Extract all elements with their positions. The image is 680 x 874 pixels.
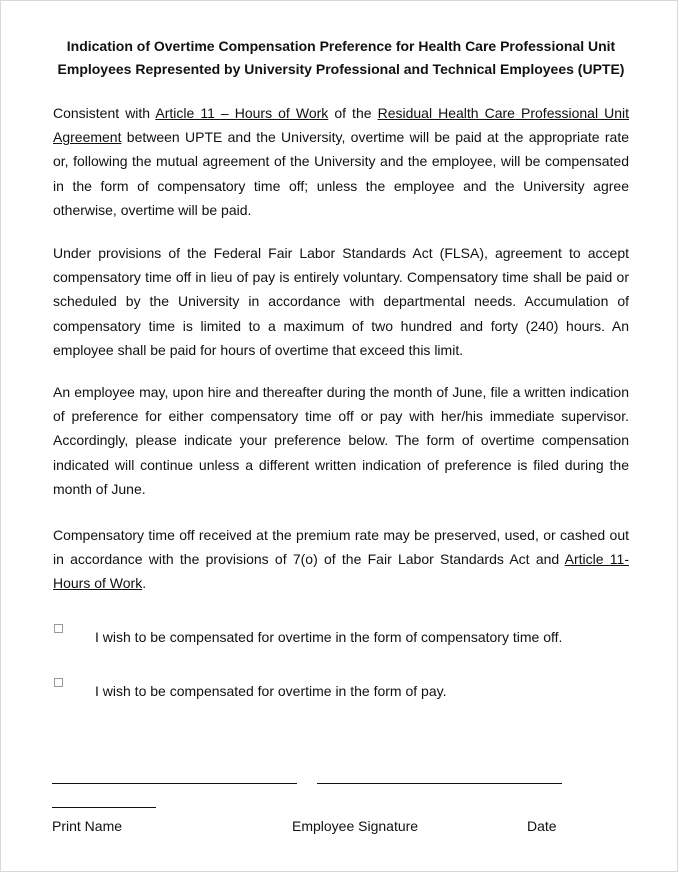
paragraph-text: between UPTE and the University, overtime will be paid at the appropriate rate or, following the mutual agreement of the University and the employee, will be compensated in the form of compensatory time off; unless the employee and the University agree otherwise, overtime will be paid. (53, 129, 629, 218)
title-line-2: Employees Represented by University Professional and Technical Employees (UPTE) (57, 61, 625, 77)
print-name-label: Print Name (52, 818, 123, 834)
paragraph-premium-rate (53, 523, 629, 596)
pay-checkbox[interactable] (54, 678, 63, 687)
employee-signature-label: Employee Signature (292, 818, 419, 834)
comp-time-checkbox[interactable] (54, 624, 63, 633)
title-line-1: Indication of Overtime Compensation Preference for Health Care Professional Unit (66, 38, 616, 54)
employee-signature-line[interactable] (317, 783, 562, 784)
paragraph-flsa: Under provisions of the Federal Fair Labor Standards Act (FLSA), agreement to accept compensatory time off in lieu of pay is entirely voluntary. Compensatory time shall be paid or scheduled by the University in accordance with departmental needs. Accumulation of compensatory time is limited to a maximum of two hundred and forty (240) hours. An employee shall be paid for hours of overtime that exceed this limit. (53, 245, 629, 358)
paragraph-overtime-policy (53, 101, 629, 222)
document-title (31, 35, 651, 81)
residual-agreement-link[interactable]: Residual Health Care Professional Unit Agreement (53, 105, 630, 146)
paragraph-text: Consistent with (53, 105, 156, 121)
article-11-link[interactable]: Article 11 – Hours of Work (155, 105, 329, 121)
paragraph-text: of the (328, 105, 378, 121)
date-line[interactable] (52, 807, 156, 808)
paragraph-text: Compensatory time off received at the premium rate may be preserved, used, or cashed out in accordance with the provisions of 7(o) of the Fair Labor Standards Act and (53, 527, 629, 568)
comp-time-option-label: I wish to be compensated for overtime in the form of compensatory time off. (95, 629, 563, 645)
paragraph-preference: An employee may, upon hire and thereafter during the month of June, file a written indication of preference for either compensatory time off or pay with her/his immediate supervisor. Accordingly, please indicate your preference below. The form of overtime compensation indicated will continue unless a different written indication of preference is filed during the month of June. (53, 384, 629, 497)
paragraph-text: . (142, 575, 147, 592)
date-label: Date (527, 818, 557, 834)
pay-option-label: I wish to be compensated for overtime in the form of pay. (95, 683, 447, 699)
print-name-line[interactable] (52, 783, 297, 784)
article-11-hours-link[interactable]: Article 11-Hours of Work (53, 551, 629, 592)
